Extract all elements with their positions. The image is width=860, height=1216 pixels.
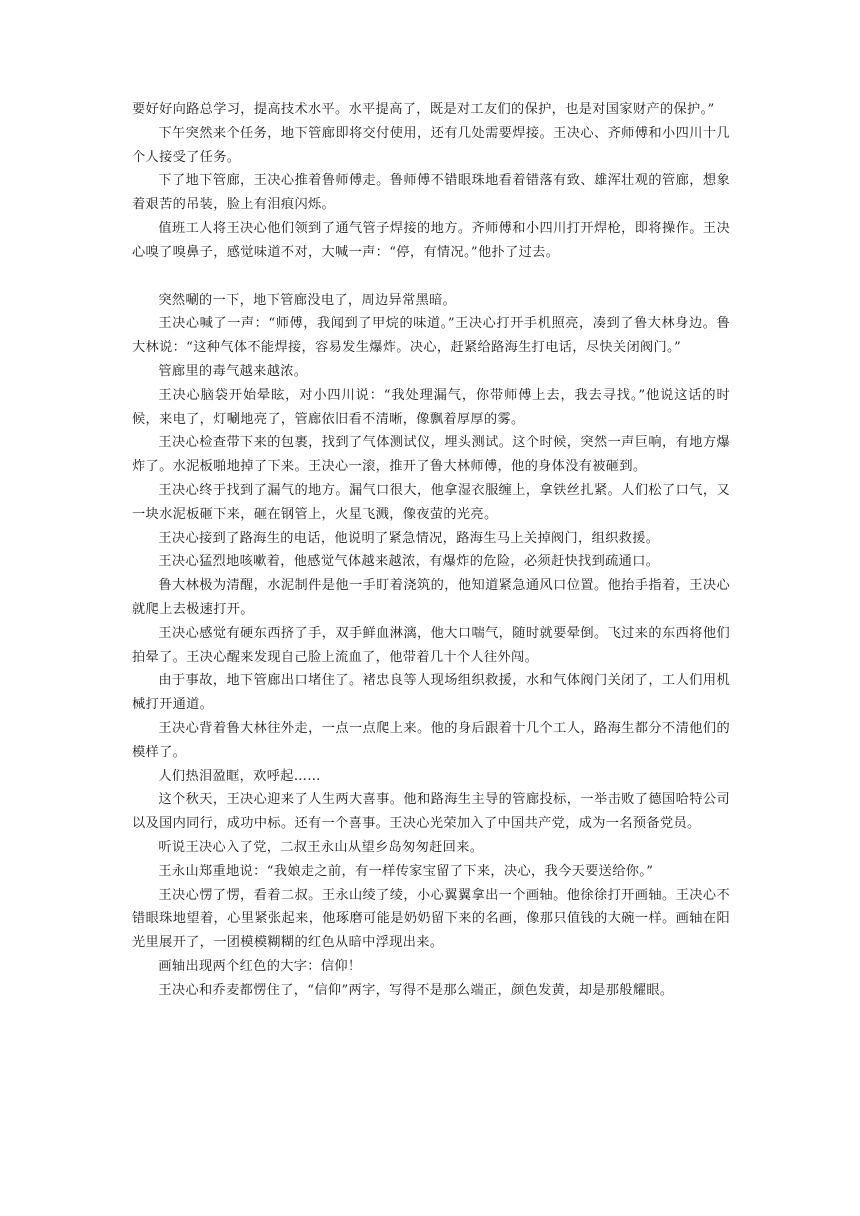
paragraph: 王决心愣了愣，看着二叔。王永山绫了绫，小心翼翼拿出一个画轴。他徐徐打开画轴。王决心不错眼珠地望着，心里紧张起来，他琢磨可能是奶奶留下来的名画，像那只值钱的大碗一样。画轴在阳光里展开了，一团模模糊糊的红色从暗中浮现出来。	[132, 887, 730, 951]
paragraph: 值班工人将王决心他们领到了通气管子焊接的地方。齐师傅和小四川打开焊枪，即将操作。王决心嗅了嗅鼻子，感觉味道不对，大喊一声：“停，有情况。”他扑了过去。	[132, 220, 730, 260]
paragraph: 王决心背着鲁大林往外走，一点一点爬上来。他的身后跟着十几个工人，路海生都分不清他们的模样了。	[132, 720, 730, 760]
paragraph: 听说王决心入了党，二叔王永山从望乡岛匆匆赶回来。	[158, 839, 484, 855]
paragraph: 鲁大林极为清醒，水泥制件是他一手盯着浇筑的，他知道紧急通风口位置。他抬手指着，王决心就爬上去极速打开。	[132, 578, 730, 617]
paragraph: 王决心脑袋开始晕眩，对小四川说：“我处理漏气，你带师傅上去，我去寻找。”他说这话的时候，来电了，灯唰地亮了，管廊依旧看不清晰，像飘着厚厚的雾。	[132, 387, 730, 427]
paragraph: 管廊里的毒气越来越浓。	[158, 363, 308, 379]
paragraph: 王决心和乔麦都愣住了，“信仰”两字，写得不是那么端正，颜色发黄，却是那般耀眼。	[158, 982, 674, 998]
paragraph: 由于事故，地下管廊出口堵住了。褚忠良等人现场组织救援，水和气体阀门关闭了，工人们用机械打开通道。	[132, 673, 730, 713]
paragraph: 王决心终于找到了漏气的地方。漏气口很大，他拿湿衣服缠上，拿铁丝扎紧。人们松了口气，又一块水泥板砸下来，砸在钢管上，火星飞溅，像夜萤的光亮。	[132, 482, 730, 522]
paragraph: 王永山郑重地说：“我娘走之前，有一样传家宝留了下来，决心，我今天要送给你。”	[158, 863, 654, 879]
paragraph: 下了地下管廊，王决心推着鲁师傅走。鲁师傅不错眼珠地看着错落有致、雄浑壮观的管廊，想象着艰苦的吊装，脸上有泪痕闪烁。	[132, 173, 730, 213]
paragraph: 王决心感觉有硬东西挤了手，双手鲜血淋漓，他大口喘气，随时就要晕倒。飞过来的东西将他们拍晕了。王决心醒来发现自己脸上流血了，他带着几十个人往外闯。	[132, 625, 730, 665]
paragraph: 王决心接到了路海生的电话，他说明了紧急情况，路海生马上关掉阀门，组织救援。	[158, 530, 660, 546]
paragraph: 下午突然来个任务，地下管廊即将交付使用，还有几处需要焊接。王决心、齐师傅和小四川十几个人接受了任务。	[132, 125, 730, 165]
paragraph: 要好好向路总学习，提高技术水平。水平提高了，既是对工友们的保护，也是对国家财产的保护。”	[132, 102, 715, 117]
story-text	[132, 98, 730, 1002]
paragraph: 画轴出现两个红色的大字：信仰！	[158, 958, 362, 974]
paragraph: 王决心检查带下来的包裹，找到了气体测试仪，埋头测试。这个时候，突然一声巨响，有地方爆炸了。水泥板啪地掉了下来。王决心一滚，推开了鲁大林师傅，他的身体没有被砸到。	[132, 435, 730, 475]
paragraph: 王决心猛烈地咳嗽着，他感觉气体越来越浓，有爆炸的危险，必须赶快找到疏通口。	[158, 554, 660, 570]
paragraph: 王决心喊了一声：“师傅，我闻到了甲烷的味道。”王决心打开手机照亮，凑到了鲁大林身边。鲁大林说：“这种气体不能焊接，容易发生爆炸。决心，赶紧给路海生打电话，尽快关闭阀门。”	[132, 316, 730, 356]
paragraph: 突然唰的一下，地下管廊没电了，周边异常黑暗。	[158, 292, 457, 308]
paragraph: 人们热泪盈眶，欢呼起……	[158, 768, 321, 784]
section-break	[132, 265, 730, 289]
paragraph: 这个秋天，王决心迎来了人生两大喜事。他和路海生主导的管廊投标，一举击败了德国哈特公司以及国内同行，成功中标。还有一个喜事。王决心光荣加入了中国共产党，成为一名预备党员。	[132, 792, 730, 832]
